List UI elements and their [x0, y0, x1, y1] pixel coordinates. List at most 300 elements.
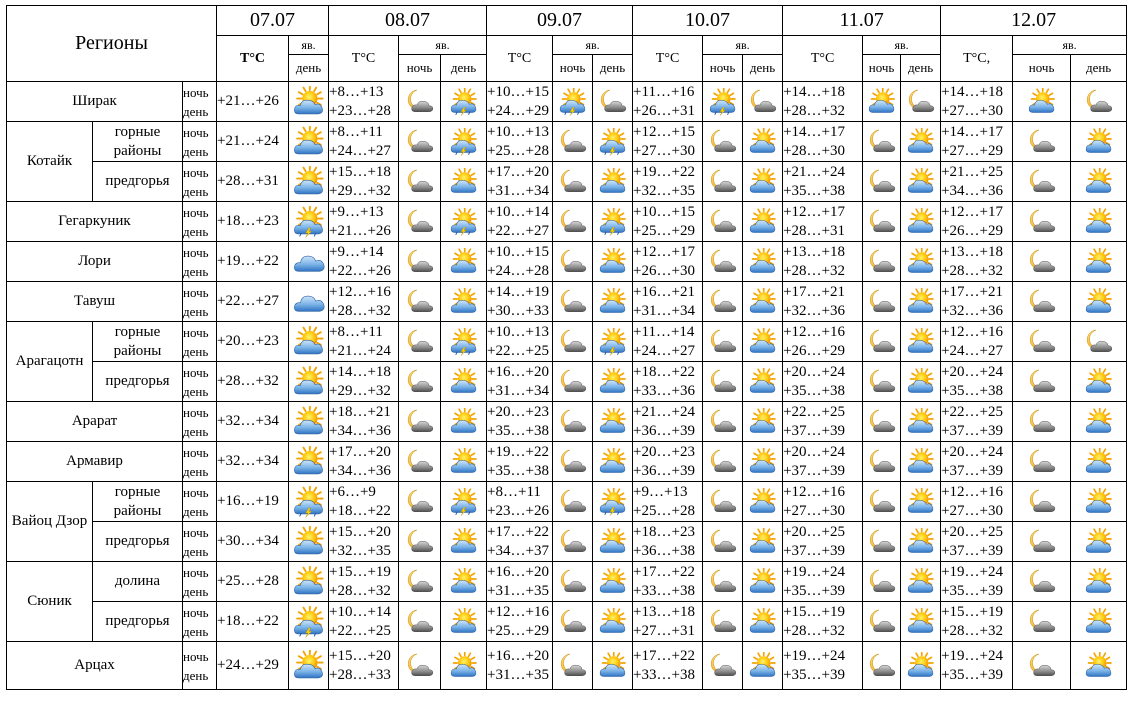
- day-temp: +28…+32: [783, 102, 845, 119]
- moon-cloud-icon: [867, 168, 897, 196]
- night-temp: +17…+22: [633, 563, 695, 580]
- weather-icon-cell: [703, 322, 743, 362]
- sun-cloud-icon: [449, 288, 479, 316]
- moon-cloud-icon: [1027, 368, 1057, 396]
- region-name: Вайоц Дзор: [7, 482, 93, 562]
- moon-cloud-icon: [1027, 328, 1057, 356]
- weather-icon-cell: [399, 442, 441, 482]
- sun-cloud-icon: [449, 652, 479, 680]
- day-temp: +21…+24: [329, 342, 391, 359]
- day-temp: +20…+23: [217, 333, 279, 349]
- moon-cloud-icon: [708, 448, 738, 476]
- day-label: день: [183, 463, 209, 479]
- weather-icon-cell: [441, 562, 487, 602]
- weather-icon-cell: [863, 122, 901, 162]
- sun-cloud-icon: [906, 652, 936, 680]
- moon-cloud-icon: [1084, 328, 1114, 356]
- weather-icon-cell: [743, 122, 783, 162]
- temperature-cell: [329, 202, 399, 242]
- sun-cloud-icon: [748, 288, 778, 316]
- sun-cloud-storm-icon: [598, 328, 628, 356]
- temperature-cell: [941, 522, 1013, 562]
- moon-cloud-icon: [867, 128, 897, 156]
- temperature-cell: [633, 202, 703, 242]
- weather-icon-cell: [441, 242, 487, 282]
- moon-cloud-icon: [867, 652, 897, 680]
- sun-cloud-icon: [906, 568, 936, 596]
- weather-icon-cell: [1071, 522, 1127, 562]
- sun-cloud-storm-icon: [449, 208, 479, 236]
- moon-cloud-icon: [867, 488, 897, 516]
- sun-cloud-icon: [292, 406, 326, 438]
- sun-cloud-icon: [1084, 288, 1114, 316]
- night-temp: +12…+16: [783, 483, 845, 500]
- moon-cloud-icon: [867, 208, 897, 236]
- table-row: [7, 202, 1127, 242]
- weather-icon-cell: [399, 282, 441, 322]
- day-temp: +18…+22: [329, 502, 391, 519]
- moon-cloud-icon: [1027, 608, 1057, 636]
- weather-icon-cell: [553, 282, 593, 322]
- day-temp: +22…+27: [487, 222, 549, 239]
- weather-icon-cell: [441, 322, 487, 362]
- temperature-cell: [633, 602, 703, 642]
- temperature-cell: [329, 362, 399, 402]
- day-temp: +18…+22: [217, 613, 279, 629]
- day-subheader: день: [289, 55, 329, 82]
- weather-icon-cell: [863, 282, 901, 322]
- sun-cloud-icon: [748, 608, 778, 636]
- night-temp: +19…+24: [941, 563, 1004, 580]
- sun-cloud-icon: [449, 448, 479, 476]
- day-temp: +23…+26: [487, 502, 549, 519]
- night-temp: +10…+14: [487, 203, 549, 220]
- moon-cloud-icon: [558, 328, 588, 356]
- day-subheader: день: [743, 55, 783, 82]
- temperature-cell: [941, 162, 1013, 202]
- table-row: [7, 642, 1127, 690]
- night-temp: +12…+15: [633, 123, 695, 140]
- day-temp: +27…+30: [941, 502, 1004, 519]
- day-temp: +35…+39: [783, 582, 845, 599]
- temperature-cell: [941, 402, 1013, 442]
- moon-cloud-icon: [558, 448, 588, 476]
- moon-cloud-icon: [405, 288, 435, 316]
- temperature-cell: [941, 482, 1013, 522]
- day-temp: +24…+29: [217, 657, 279, 673]
- sun-cloud-icon: [906, 488, 936, 516]
- temp-col-header: T°C: [633, 36, 703, 82]
- temp-col-header: T°C: [487, 36, 553, 82]
- day-temp: +33…+38: [633, 666, 695, 683]
- night-temp: +10…+15: [633, 203, 695, 220]
- sun-cloud-icon: [748, 408, 778, 436]
- temperature-cell: [783, 282, 863, 322]
- temperature-cell: [217, 482, 289, 522]
- moon-cloud-icon: [405, 208, 435, 236]
- temperature-cell: [633, 82, 703, 122]
- weather-icon-cell: [1071, 282, 1127, 322]
- moon-cloud-icon: [708, 608, 738, 636]
- moon-cloud-icon: [1027, 568, 1057, 596]
- region-name: Тавуш: [7, 282, 183, 322]
- weather-icon-cell: [399, 642, 441, 690]
- sun-cloud-icon: [1084, 488, 1114, 516]
- sun-cloud-storm-icon: [449, 328, 479, 356]
- sun-cloud-icon: [598, 368, 628, 396]
- night-label: ночь: [183, 244, 209, 260]
- weather-icon-cell: [289, 402, 329, 442]
- weather-icon-cell: [703, 402, 743, 442]
- weather-icon-cell: [863, 482, 901, 522]
- table-row: [7, 442, 1127, 482]
- sun-cloud-storm-icon: [598, 208, 628, 236]
- moon-cloud-icon: [1027, 408, 1057, 436]
- sun-cloud-icon: [292, 650, 326, 682]
- sun-cloud-icon: [748, 448, 778, 476]
- temperature-cell: [487, 162, 553, 202]
- weather-icon-cell: [441, 522, 487, 562]
- sun-cloud-icon: [449, 248, 479, 276]
- temperature-cell: [329, 562, 399, 602]
- day-subheader: день: [441, 55, 487, 82]
- temperature-cell: [217, 402, 289, 442]
- time-labels: [183, 242, 217, 282]
- weather-icon-cell: [593, 402, 633, 442]
- night-subheader: ночь: [399, 55, 441, 82]
- sun-cloud-icon: [748, 528, 778, 556]
- moon-cloud-icon: [1027, 248, 1057, 276]
- weather-icon-cell: [1071, 482, 1127, 522]
- weather-icon-cell: [743, 482, 783, 522]
- day-temp: +28…+30: [783, 142, 845, 159]
- weather-icon-cell: [289, 642, 329, 690]
- night-temp: +10…+13: [487, 323, 549, 340]
- time-labels: [183, 82, 217, 122]
- weather-icon-cell: [441, 202, 487, 242]
- weather-icon-cell: [553, 162, 593, 202]
- time-labels: [183, 122, 217, 162]
- day-temp: +32…+35: [329, 542, 391, 559]
- night-temp: +12…+16: [941, 483, 1004, 500]
- cloud-icon: [292, 286, 326, 318]
- weather-icon-cell: [593, 242, 633, 282]
- night-temp: +18…+21: [329, 403, 391, 420]
- phenomena-header: яв.: [553, 36, 633, 55]
- weather-icon-cell: [289, 242, 329, 282]
- weather-icon-cell: [399, 242, 441, 282]
- weather-icon-cell: [863, 402, 901, 442]
- moon-cloud-icon: [708, 408, 738, 436]
- weather-icon-cell: [441, 82, 487, 122]
- day-temp: +27…+30: [941, 102, 1004, 119]
- temperature-cell: [217, 642, 289, 690]
- time-labels: [183, 282, 217, 322]
- sun-cloud-storm-icon: [449, 88, 479, 116]
- day-temp: +34…+36: [941, 182, 1004, 199]
- weather-icon-cell: [553, 442, 593, 482]
- temperature-cell: [217, 442, 289, 482]
- weather-icon-cell: [553, 242, 593, 282]
- temp-col-header: T°C: [329, 36, 399, 82]
- night-temp: +12…+17: [633, 243, 695, 260]
- sun-cloud-icon: [906, 528, 936, 556]
- day-temp: +36…+39: [633, 462, 695, 479]
- table-row: [7, 122, 1127, 162]
- moon-cloud-icon: [867, 408, 897, 436]
- date-header: 08.07: [329, 6, 487, 36]
- night-temp: +19…+24: [783, 647, 845, 664]
- subregion-name: предгорья: [93, 162, 183, 202]
- temperature-cell: [783, 202, 863, 242]
- weather-icon-cell: [289, 362, 329, 402]
- weather-icon-cell: [553, 522, 593, 562]
- moon-cloud-icon: [405, 568, 435, 596]
- day-label: день: [183, 667, 209, 683]
- sun-cloud-icon: [1084, 368, 1114, 396]
- weather-icon-cell: [863, 362, 901, 402]
- weather-icon-cell: [743, 362, 783, 402]
- night-label: ночь: [183, 524, 209, 540]
- weather-icon-cell: [553, 122, 593, 162]
- night-temp: +11…+14: [633, 323, 695, 340]
- sun-cloud-icon: [598, 288, 628, 316]
- temperature-cell: [487, 482, 553, 522]
- weather-icon-cell: [1013, 602, 1071, 642]
- day-temp: +28…+32: [783, 622, 845, 639]
- temperature-cell: [217, 602, 289, 642]
- weather-icon-cell: [289, 202, 329, 242]
- weather-icon-cell: [1071, 602, 1127, 642]
- day-label: день: [183, 623, 209, 639]
- time-labels: [183, 322, 217, 362]
- sun-cloud-icon: [906, 368, 936, 396]
- moon-cloud-icon: [405, 488, 435, 516]
- phenomena-header: яв.: [289, 36, 329, 55]
- sun-cloud-icon: [1084, 528, 1114, 556]
- phenomena-header: яв.: [1013, 36, 1127, 55]
- day-temp: +30…+33: [487, 302, 549, 319]
- weather-icon-cell: [743, 402, 783, 442]
- regions-header: Регионы: [7, 6, 217, 82]
- moon-cloud-icon: [867, 288, 897, 316]
- sun-cloud-icon: [1084, 608, 1114, 636]
- moon-cloud-icon: [558, 168, 588, 196]
- day-temp: +21…+26: [217, 93, 279, 109]
- day-temp: +37…+39: [783, 462, 845, 479]
- sun-cloud-icon: [1084, 408, 1114, 436]
- day-temp: +24…+29: [487, 102, 549, 119]
- temperature-cell: [783, 602, 863, 642]
- date-header: 12.07: [941, 6, 1127, 36]
- region-name: Лори: [7, 242, 183, 282]
- table-row: [7, 602, 1127, 642]
- night-temp: +16…+20: [487, 563, 549, 580]
- weather-icon-cell: [901, 642, 941, 690]
- table-row: [7, 242, 1127, 282]
- day-temp: +31…+35: [487, 666, 549, 683]
- weather-icon-cell: [901, 202, 941, 242]
- weather-icon-cell: [441, 442, 487, 482]
- table-row: [7, 162, 1127, 202]
- weather-icon-cell: [1013, 282, 1071, 322]
- temperature-cell: [633, 162, 703, 202]
- moon-cloud-icon: [867, 368, 897, 396]
- temperature-cell: [633, 362, 703, 402]
- night-temp: +20…+24: [941, 443, 1004, 460]
- weather-icon-cell: [553, 402, 593, 442]
- moon-cloud-icon: [1084, 88, 1114, 116]
- day-temp: +35…+38: [783, 182, 845, 199]
- day-temp: +24…+27: [941, 342, 1004, 359]
- day-temp: +25…+28: [633, 502, 695, 519]
- moon-cloud-icon: [1027, 448, 1057, 476]
- day-temp: +27…+29: [941, 142, 1004, 159]
- moon-cloud-icon: [708, 128, 738, 156]
- temperature-cell: [633, 442, 703, 482]
- moon-cloud-icon: [1027, 208, 1057, 236]
- temperature-cell: [487, 402, 553, 442]
- day-label: день: [183, 143, 209, 159]
- moon-cloud-icon: [558, 568, 588, 596]
- moon-cloud-icon: [558, 652, 588, 680]
- weather-icon-cell: [399, 82, 441, 122]
- time-labels: [183, 602, 217, 642]
- weather-icon-cell: [289, 602, 329, 642]
- sun-cloud-icon: [1084, 248, 1114, 276]
- sun-cloud-icon: [292, 126, 326, 158]
- weather-icon-cell: [553, 602, 593, 642]
- sun-cloud-icon: [748, 328, 778, 356]
- moon-cloud-icon: [708, 652, 738, 680]
- sun-cloud-icon: [906, 608, 936, 636]
- weather-icon-cell: [703, 482, 743, 522]
- night-temp: +15…+18: [329, 163, 391, 180]
- moon-cloud-icon: [558, 248, 588, 276]
- temperature-cell: [783, 642, 863, 690]
- day-temp: +28…+32: [217, 373, 279, 389]
- sun-cloud-icon: [1084, 208, 1114, 236]
- time-labels: [183, 522, 217, 562]
- night-temp: +20…+24: [941, 363, 1004, 380]
- night-subheader: ночь: [1013, 55, 1071, 82]
- sun-cloud-icon: [748, 488, 778, 516]
- weather-icon-cell: [593, 202, 633, 242]
- weather-icon-cell: [863, 162, 901, 202]
- weather-icon-cell: [1071, 362, 1127, 402]
- region-name: Гегаркуник: [7, 202, 183, 242]
- weather-icon-cell: [703, 562, 743, 602]
- table-row: [7, 562, 1127, 602]
- weather-icon-cell: [863, 322, 901, 362]
- weather-icon-cell: [703, 82, 743, 122]
- weather-icon-cell: [441, 162, 487, 202]
- night-subheader: ночь: [703, 55, 743, 82]
- night-temp: +14…+19: [487, 283, 549, 300]
- phenomena-header: яв.: [703, 36, 783, 55]
- weather-icon-cell: [703, 642, 743, 690]
- weather-icon-cell: [593, 162, 633, 202]
- sun-cloud-storm-icon: [708, 88, 738, 116]
- day-temp: +26…+31: [633, 102, 695, 119]
- day-temp: +24…+27: [329, 142, 391, 159]
- moon-cloud-icon: [558, 608, 588, 636]
- moon-cloud-icon: [558, 528, 588, 556]
- moon-cloud-icon: [558, 288, 588, 316]
- temperature-cell: [941, 242, 1013, 282]
- weather-icon-cell: [1013, 442, 1071, 482]
- moon-cloud-icon: [1027, 652, 1057, 680]
- sun-cloud-icon: [449, 608, 479, 636]
- weather-icon-cell: [703, 242, 743, 282]
- temperature-cell: [941, 362, 1013, 402]
- day-label: день: [183, 103, 209, 119]
- temperature-cell: [941, 562, 1013, 602]
- night-temp: +20…+23: [487, 403, 549, 420]
- night-temp: +18…+22: [633, 363, 695, 380]
- weather-icon-cell: [399, 362, 441, 402]
- day-temp: +31…+35: [487, 582, 549, 599]
- weather-icon-cell: [289, 162, 329, 202]
- night-temp: +9…+13: [329, 203, 384, 220]
- day-temp: +29…+32: [329, 382, 391, 399]
- day-temp: +32…+36: [783, 302, 845, 319]
- weather-icon-cell: [743, 642, 783, 690]
- temperature-cell: [329, 442, 399, 482]
- night-temp: +15…+20: [329, 523, 391, 540]
- day-temp: +37…+39: [783, 542, 845, 559]
- weather-icon-cell: [863, 522, 901, 562]
- night-temp: +9…+13: [633, 483, 688, 500]
- weather-icon-cell: [703, 442, 743, 482]
- weather-icon-cell: [553, 482, 593, 522]
- day-temp: +28…+32: [783, 262, 845, 279]
- night-temp: +10…+15: [487, 243, 549, 260]
- day-label: день: [183, 383, 209, 399]
- night-label: ночь: [183, 648, 209, 664]
- moon-cloud-icon: [1027, 168, 1057, 196]
- phenomena-header: яв.: [863, 36, 941, 55]
- weather-icon-cell: [593, 362, 633, 402]
- subregion-name: горные районы: [93, 322, 183, 362]
- weather-icon-cell: [399, 202, 441, 242]
- time-labels: [183, 402, 217, 442]
- weather-icon-cell: [863, 642, 901, 690]
- day-temp: +30…+34: [217, 533, 279, 549]
- table-row: [7, 402, 1127, 442]
- sun-cloud-icon: [1084, 448, 1114, 476]
- weather-icon-cell: [703, 362, 743, 402]
- temperature-cell: [217, 322, 289, 362]
- subregion-name: горные районы: [93, 482, 183, 522]
- sun-cloud-icon: [1084, 168, 1114, 196]
- sun-cloud-icon: [748, 128, 778, 156]
- night-label: ночь: [183, 484, 209, 500]
- temperature-cell: [217, 562, 289, 602]
- sun-cloud-icon: [748, 248, 778, 276]
- day-temp: +32…+35: [633, 182, 695, 199]
- sun-cloud-icon: [449, 368, 479, 396]
- sun-cloud-icon: [748, 168, 778, 196]
- night-temp: +12…+16: [783, 323, 845, 340]
- weather-icon-cell: [901, 402, 941, 442]
- table-row: [7, 282, 1127, 322]
- sun-cloud-icon: [748, 208, 778, 236]
- night-temp: +17…+22: [487, 523, 549, 540]
- temperature-cell: [941, 642, 1013, 690]
- subregion-name: предгорья: [93, 362, 183, 402]
- weather-icon-cell: [703, 202, 743, 242]
